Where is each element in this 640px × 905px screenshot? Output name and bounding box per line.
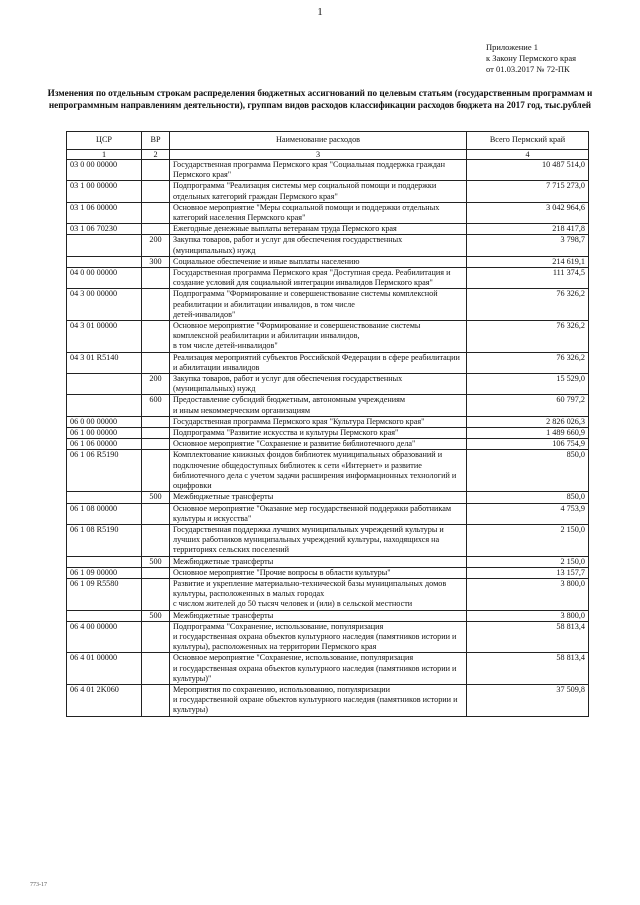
column-number: 2	[142, 150, 170, 160]
cell-csr: 04 3 00 00000	[67, 289, 142, 321]
cell-amount: 850,0	[467, 450, 589, 492]
cell-csr: 03 0 00 00000	[67, 160, 142, 181]
cell-amount: 76 326,2	[467, 352, 589, 373]
header-row	[67, 132, 589, 150]
cell-csr: 06 1 00 00000	[67, 428, 142, 439]
cell-vr	[142, 439, 170, 450]
cell-vr	[142, 181, 170, 202]
cell-amount: 3 042 964,6	[467, 202, 589, 223]
cell-vr	[142, 268, 170, 289]
cell-csr: 06 1 06 R5190	[67, 450, 142, 492]
cell-name: Ежегодные денежные выплаты ветеранам труда Пермского края	[170, 224, 467, 235]
cell-name: Государственная программа Пермского края "Культура Пермского края"	[170, 416, 467, 427]
cell-csr	[67, 610, 142, 621]
cell-vr	[142, 684, 170, 716]
cell-csr: 06 0 00 00000	[67, 416, 142, 427]
cell-name: Подпрограмма "Реализация системы мер социальной помощи и поддержки отдельных категорий граждан Пермского края"	[170, 181, 467, 202]
table-row	[67, 289, 589, 321]
cell-name: Основное мероприятие "Сохранение, использование, популяризация и государственная охрана объектов культурного наследия (памятников истории и культуры)"	[170, 653, 467, 685]
cell-vr: 300	[142, 256, 170, 267]
cell-csr	[67, 395, 142, 416]
table-row	[67, 621, 589, 653]
cell-csr: 03 1 00 00000	[67, 181, 142, 202]
document-title: Изменения по отдельным строкам распределения бюджетных ассигнований по целевым статьям (государственным программам и непрограммным направлениям деятельности), группам видов расходов классификации расходов бюджета на 2017 год, тыс.рублей	[47, 88, 593, 110]
cell-amount: 13 157,7	[467, 567, 589, 578]
cell-vr: 500	[142, 610, 170, 621]
table-row	[67, 503, 589, 524]
cell-vr	[142, 503, 170, 524]
cell-amount: 111 374,5	[467, 268, 589, 289]
cell-name: Реализация мероприятий субъектов Российской Федерации в сфере реабилитации и абилитации инвалидов	[170, 352, 467, 373]
cell-csr	[67, 256, 142, 267]
table-body	[67, 160, 589, 717]
cell-name: Социальное обеспечение и иные выплаты населению	[170, 256, 467, 267]
table-row	[67, 567, 589, 578]
table-row	[67, 556, 589, 567]
cell-name: Подпрограмма "Сохранение, использование, популяризация и государственная охрана объектов культурного наследия (памятников истории и культуры), расположенных на территории Пермского края	[170, 621, 467, 653]
cell-csr	[67, 556, 142, 567]
cell-name: Закупка товаров, работ и услуг для обеспечения государственных (муниципальных) нужд	[170, 374, 467, 395]
annex-line-3: от 01.03.2017 № 72-ПК	[486, 64, 570, 74]
cell-amount: 2 150,0	[467, 556, 589, 567]
cell-csr	[67, 374, 142, 395]
column-number: 1	[67, 150, 142, 160]
cell-amount: 3 800,0	[467, 610, 589, 621]
cell-csr: 03 1 06 70230	[67, 224, 142, 235]
cell-csr: 04 0 00 00000	[67, 268, 142, 289]
cell-amount: 2 150,0	[467, 524, 589, 556]
annex-line-2: к Закону Пермского края	[486, 53, 577, 63]
cell-name: Государственная программа Пермского края "Доступная среда. Реабилитация и создание условий для социальной интеграции инвалидов Пермского края"	[170, 268, 467, 289]
table-row	[67, 374, 589, 395]
cell-vr	[142, 352, 170, 373]
cell-vr: 200	[142, 374, 170, 395]
cell-csr: 06 1 08 R5190	[67, 524, 142, 556]
table-row	[67, 684, 589, 716]
cell-name: Комплектование книжных фондов библиотек муниципальных образований и подключение общедоступных библиотек к сети «Интернет» и развитие библиотечного дела с учетом задачи расширения информационных технологий и оцифровки	[170, 450, 467, 492]
cell-amount: 60 797,2	[467, 395, 589, 416]
column-number: 4	[467, 150, 589, 160]
cell-name: Основное мероприятие "Оказание мер государственной поддержки работникам культуры и искусства"	[170, 503, 467, 524]
table-row	[67, 224, 589, 235]
cell-amount: 15 529,0	[467, 374, 589, 395]
table-row	[67, 416, 589, 427]
cell-csr: 04 3 01 00000	[67, 321, 142, 353]
header-vr: ВР	[142, 132, 170, 150]
cell-name: Развитие и укрепление материально-технической базы муниципальных домов культуры, расположенных в малых городах с числом жителей до 50 тысяч человек и (или) в сельской местности	[170, 578, 467, 610]
cell-vr	[142, 202, 170, 223]
annex-line-1: Приложение 1	[486, 42, 538, 52]
table-row	[67, 268, 589, 289]
cell-name: Государственная поддержка лучших муниципальных учреждений культуры и лучших работников муниципальных учреждений культуры, находящихся на территориях сельских поселений	[170, 524, 467, 556]
cell-vr: 500	[142, 492, 170, 503]
cell-name: Государственная программа Пермского края "Социальная поддержка граждан Пермского края"	[170, 160, 467, 181]
cell-csr: 06 4 00 00000	[67, 621, 142, 653]
cell-name: Межбюджетные трансферты	[170, 610, 467, 621]
cell-name: Мероприятия по сохранению, использованию, популяризации и государственной охране объектов культурного наследия (памятников истории и культуры)	[170, 684, 467, 716]
table-row	[67, 352, 589, 373]
table-row	[67, 610, 589, 621]
cell-amount: 3 800,0	[467, 578, 589, 610]
cell-name: Межбюджетные трансферты	[170, 492, 467, 503]
cell-vr	[142, 289, 170, 321]
cell-csr: 06 1 06 00000	[67, 439, 142, 450]
cell-name: Основное мероприятие "Меры социальной помощи и поддержки отдельных категорий населения Пермского края"	[170, 202, 467, 223]
header-csr: ЦСР	[67, 132, 142, 150]
table-row	[67, 492, 589, 503]
cell-csr: 06 4 01 00000	[67, 653, 142, 685]
cell-amount: 76 326,2	[467, 289, 589, 321]
table-row	[67, 578, 589, 610]
cell-csr	[67, 235, 142, 256]
cell-vr	[142, 321, 170, 353]
column-number-row	[67, 150, 589, 160]
cell-amount: 4 753,9	[467, 503, 589, 524]
cell-csr: 06 1 09 R5580	[67, 578, 142, 610]
cell-amount: 2 826 026,3	[467, 416, 589, 427]
cell-vr	[142, 428, 170, 439]
cell-csr	[67, 492, 142, 503]
cell-amount: 3 798,7	[467, 235, 589, 256]
cell-vr	[142, 160, 170, 181]
cell-vr	[142, 567, 170, 578]
header-total: Всего Пермский край	[467, 132, 589, 150]
cell-name: Основное мероприятие "Прочие вопросы в области культуры"	[170, 567, 467, 578]
cell-csr: 03 1 06 00000	[67, 202, 142, 223]
table-row	[67, 395, 589, 416]
column-number: 3	[170, 150, 467, 160]
header-name: Наименование расходов	[170, 132, 467, 150]
cell-vr	[142, 450, 170, 492]
cell-amount: 37 509,8	[467, 684, 589, 716]
cell-vr	[142, 524, 170, 556]
cell-name: Межбюджетные трансферты	[170, 556, 467, 567]
table-row	[67, 524, 589, 556]
cell-vr: 500	[142, 556, 170, 567]
budget-table	[66, 131, 589, 717]
cell-name: Закупка товаров, работ и услуг для обеспечения государственных (муниципальных) нужд	[170, 235, 467, 256]
cell-amount: 214 619,1	[467, 256, 589, 267]
cell-vr	[142, 224, 170, 235]
cell-amount: 850,0	[467, 492, 589, 503]
cell-amount: 106 754,9	[467, 439, 589, 450]
table-row	[67, 450, 589, 492]
cell-vr	[142, 578, 170, 610]
cell-vr	[142, 416, 170, 427]
cell-vr	[142, 621, 170, 653]
cell-amount: 1 489 660,9	[467, 428, 589, 439]
cell-csr: 04 3 01 R5140	[67, 352, 142, 373]
table-row	[67, 428, 589, 439]
footer-code: 773-17	[30, 882, 47, 888]
cell-name: Основное мероприятие "Формирование и совершенствование системы комплексной реабилитации и абилитации инвалидов, в том числе детей-инвалидов"	[170, 321, 467, 353]
cell-name: Подпрограмма "Формирование и совершенствование системы комплексной реабилитации и абилитации инвалидов, в том числе детей-инвалидов"	[170, 289, 467, 321]
table-row	[67, 202, 589, 223]
table-row	[67, 181, 589, 202]
table-row	[67, 160, 589, 181]
table-row	[67, 256, 589, 267]
cell-csr: 06 1 08 00000	[67, 503, 142, 524]
cell-amount: 58 813,4	[467, 653, 589, 685]
cell-amount: 58 813,4	[467, 621, 589, 653]
cell-csr: 06 1 09 00000	[67, 567, 142, 578]
table-row	[67, 321, 589, 353]
cell-vr: 600	[142, 395, 170, 416]
cell-csr: 06 4 01 2K060	[67, 684, 142, 716]
table-row	[67, 653, 589, 685]
cell-vr: 200	[142, 235, 170, 256]
cell-name: Основное мероприятие "Сохранение и развитие библиотечного дела"	[170, 439, 467, 450]
cell-amount: 76 326,2	[467, 321, 589, 353]
cell-name: Подпрограмма "Развитие искусства и культуры Пермского края"	[170, 428, 467, 439]
page-number: 1	[317, 6, 323, 18]
cell-amount: 218 417,8	[467, 224, 589, 235]
annex-block	[486, 42, 576, 75]
cell-vr	[142, 653, 170, 685]
cell-name: Предоставление субсидий бюджетным, автономным учреждениям и иным некоммерческим организациям	[170, 395, 467, 416]
table-row	[67, 235, 589, 256]
table-row	[67, 439, 589, 450]
cell-amount: 7 715 273,0	[467, 181, 589, 202]
cell-amount: 10 487 514,0	[467, 160, 589, 181]
